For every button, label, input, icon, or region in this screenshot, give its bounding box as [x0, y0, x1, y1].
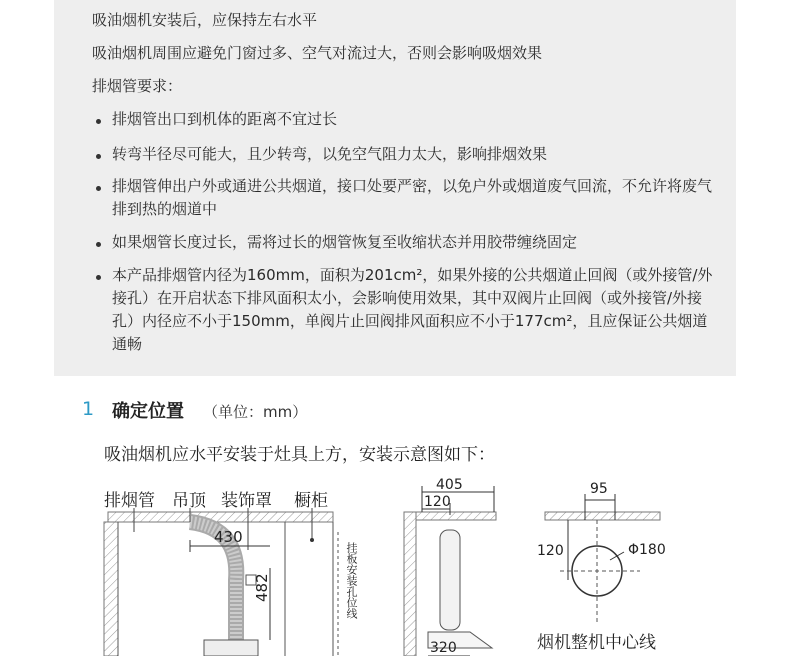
- section-unit: （单位：mm）: [203, 403, 308, 421]
- hole-slab: [545, 512, 660, 520]
- side-duct: [440, 530, 460, 630]
- section-title: 确定位置: [112, 401, 184, 422]
- bullet-3: 排烟管伸出户外或通进公共烟道，接口处要严密，以免户外或烟道废气回流，不允许将废气排到热的烟道中: [112, 177, 713, 218]
- left-wall: [104, 522, 118, 656]
- dim-phi180: Φ180: [628, 542, 666, 558]
- dim-482: 482: [253, 573, 271, 602]
- label-hanger-line: 挂板安装孔位线: [345, 542, 358, 619]
- side-view: [404, 486, 496, 656]
- label-cover: 装饰罩: [221, 491, 272, 511]
- dim-95: 95: [590, 481, 608, 497]
- label-duct: 排烟管: [104, 491, 155, 511]
- bullet-1: 排烟管出口到机体的距离不宜过长: [112, 110, 338, 128]
- bullet-4: 如果烟管长度过长，需将过长的烟管恢复至收缩状态并用胶带缠绕固定: [112, 233, 578, 251]
- label-cabinet: 橱柜: [294, 491, 328, 511]
- dim-320: 320: [430, 640, 457, 656]
- bullet-5: 本产品排烟管内径为160mm，面积为201cm²，如果外接的公共烟道止回阀（或外接管/外接孔）在开启状态下排风面积太小，会影响使用效果，其中双阀片止回阀（或外接管/外接孔）内径应不小于150mm，单阀片止回阀排风面积应不小于177cm²，且应保证公共烟道通畅: [112, 266, 713, 353]
- note-heading: 排烟管要求：: [92, 77, 183, 95]
- ceiling-slab: [108, 512, 333, 522]
- section-number: 1: [82, 398, 95, 420]
- dim-120-hole: 120: [537, 543, 564, 559]
- section-intro: 吸油烟机应水平安装于灶具上方，安装示意图如下：: [104, 445, 495, 465]
- dim-120-side: 120: [424, 494, 451, 510]
- dim-430: 430: [214, 528, 243, 546]
- note-line-2: 吸油烟机周围应避免门窗过多、空气对流过大，否则会影响吸烟效果: [92, 44, 543, 62]
- dim-405: 405: [436, 477, 463, 493]
- label-center-line: 烟机整机中心线: [537, 633, 656, 653]
- bullet-2: 转弯半径尽可能大，且少转弯，以免空气阻力太大，影响排烟效果: [112, 145, 548, 163]
- side-wall: [404, 512, 416, 656]
- note-line-1: 吸油烟机安装后，应保持左右水平: [92, 11, 318, 29]
- hood-cover: [204, 640, 258, 656]
- label-ceiling: 吊顶: [172, 491, 206, 511]
